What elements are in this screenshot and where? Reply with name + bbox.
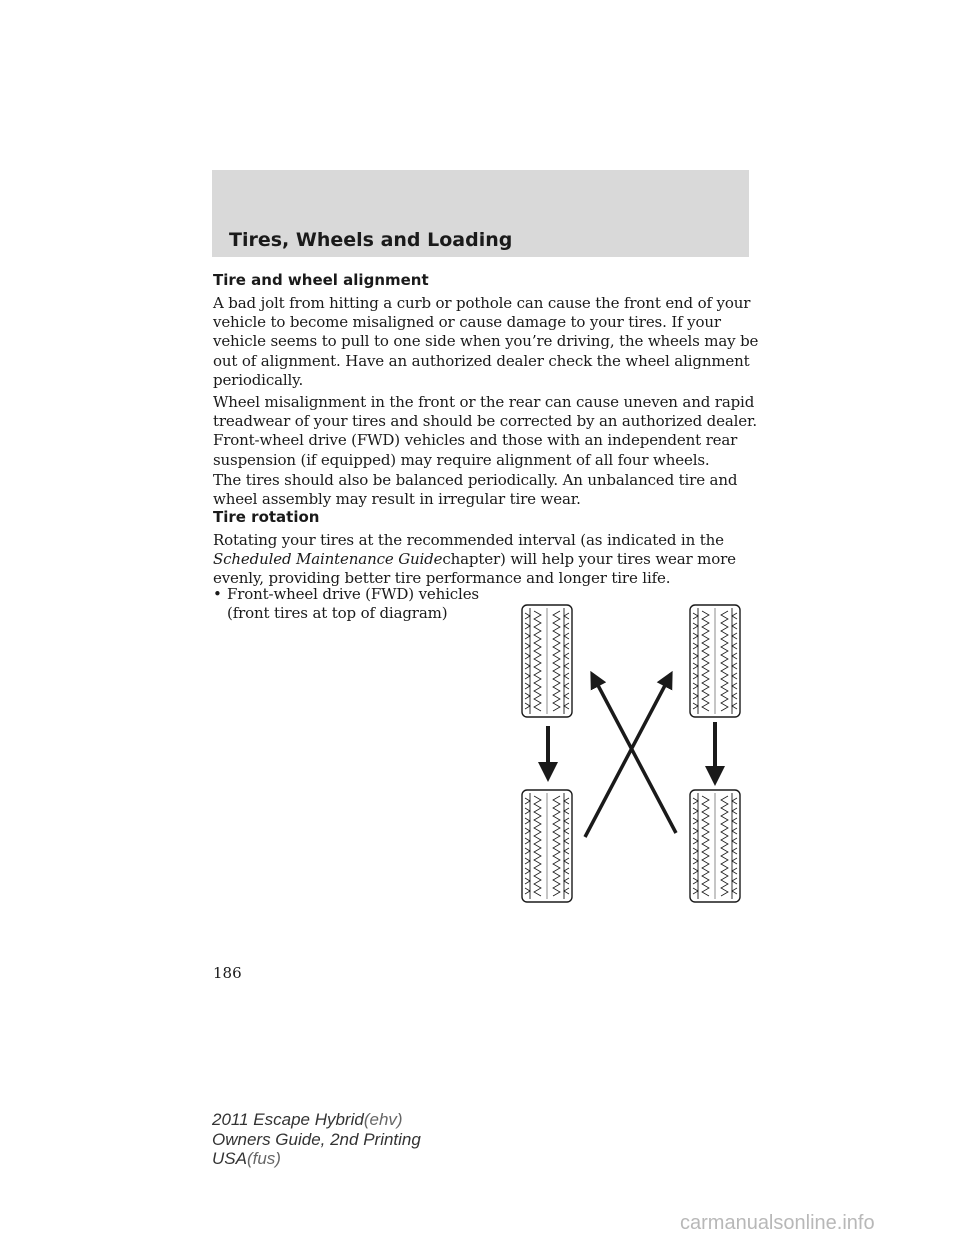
- tire-front-left: [522, 605, 572, 717]
- arrow-rear-right-to-front-left: [592, 674, 676, 833]
- footer-guide: Owners Guide, 2nd Printing: [212, 1129, 421, 1149]
- text-line: Rotating your tires at the recommended interval (as indicated in the: [213, 531, 724, 549]
- footer-line: [212, 1110, 421, 1130]
- text-line: A bad jolt from hitting a curb or pothole can cause the front end of your: [213, 294, 751, 312]
- tire-rear-left: [522, 790, 572, 902]
- bullet-symbol: •: [213, 585, 222, 603]
- text-line: evenly, providing better tire performance and longer tire life.: [213, 569, 671, 588]
- paragraph-alignment-2: [213, 393, 758, 470]
- bullet-text-line: (front tires at top of diagram): [227, 604, 448, 622]
- paragraph-rotation: [213, 531, 753, 589]
- arrow-rear-left-to-front-right: [585, 674, 671, 837]
- footer-model-code: (ehv): [363, 1110, 403, 1129]
- text-line: [213, 550, 753, 569]
- document-footer: [212, 1110, 421, 1169]
- footer-line: [212, 1149, 421, 1169]
- text-line: treadwear of your tires and should be corrected by an authorized dealer.: [213, 412, 758, 431]
- tire-rear-right: [690, 790, 740, 902]
- text-line: out of alignment. Have an authorized dealer check the wheel alignment: [213, 351, 750, 370]
- text-line: The tires should also be balanced periodically. An unbalanced tire and: [213, 471, 738, 489]
- text-line: periodically.: [213, 370, 304, 389]
- heading-tire-rotation: Tire rotation: [213, 508, 320, 526]
- tire-rotation-diagram: [520, 600, 745, 905]
- text-line: Wheel misalignment in the front or the rear can cause uneven and rapid: [213, 393, 755, 411]
- guide-reference: Scheduled Maintenance Guide: [213, 550, 443, 569]
- paragraph-alignment-1: [213, 294, 759, 390]
- text-line: Front-wheel drive (FWD) vehicles and those with an independent rear: [213, 431, 738, 450]
- watermark: carmanualsonline.info: [680, 1212, 875, 1234]
- footer-region: USA: [212, 1149, 247, 1168]
- page-number: 186: [213, 964, 242, 982]
- text-line: vehicle to become misaligned or cause damage to your tires. If your: [213, 313, 721, 332]
- footer-model: 2011 Escape Hybrid: [212, 1110, 364, 1129]
- footer-region-code: (fus): [246, 1149, 281, 1168]
- text-line: suspension (if equipped) may require alignment of all four wheels.: [213, 450, 710, 469]
- heading-tire-wheel-alignment: Tire and wheel alignment: [213, 271, 429, 289]
- text-line: vehicle seems to pull to one side when you’re driving, the wheels may be: [213, 332, 759, 351]
- paragraph-alignment-3: [213, 471, 753, 509]
- section-title: Tires, Wheels and Loading: [229, 229, 513, 251]
- bullet-text-line: Front-wheel drive (FWD) vehicles: [227, 585, 479, 603]
- tire-front-right: [690, 605, 740, 717]
- text-span: chapter) will help your tires wear more: [442, 550, 736, 569]
- text-line: wheel assembly may result in irregular tire wear.: [213, 490, 581, 509]
